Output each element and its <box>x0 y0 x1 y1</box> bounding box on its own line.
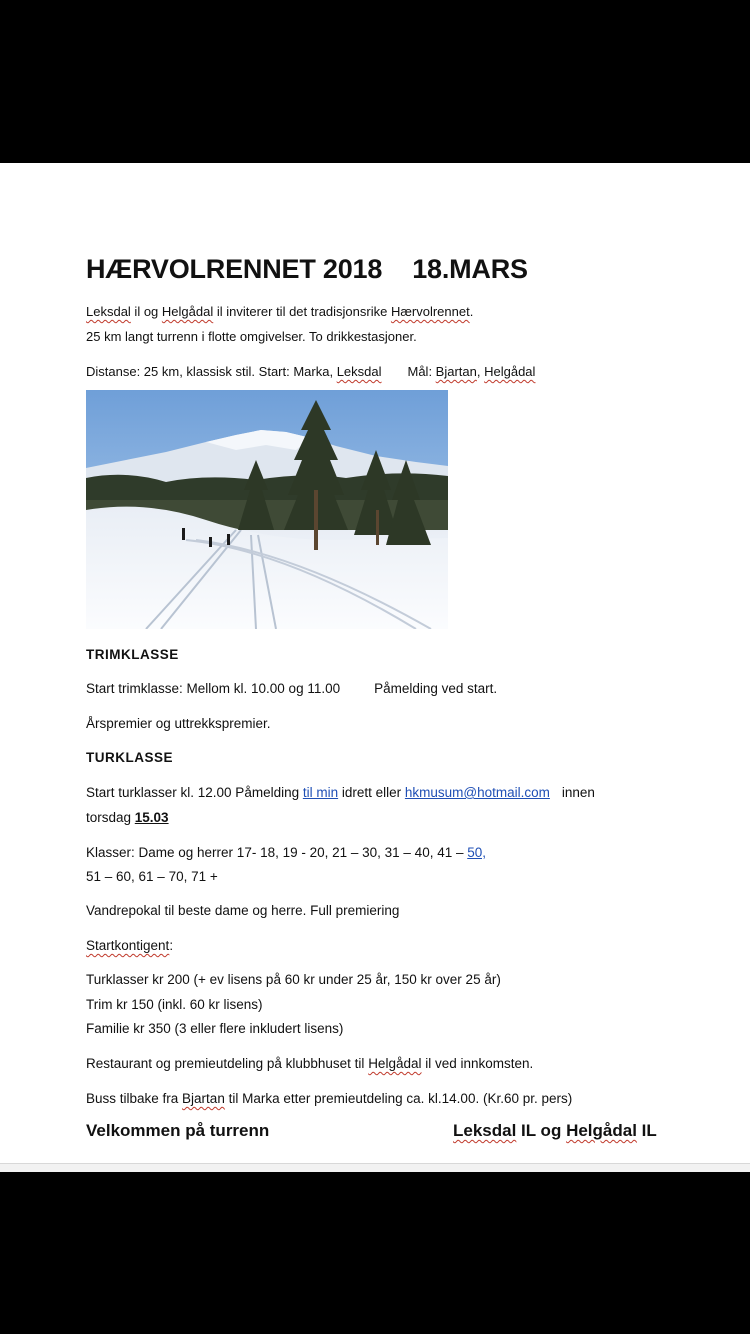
restaurant-line: Restaurant og premieutdeling på klubbhuset til Helgådal il ved innkomsten. <box>86 1056 534 1071</box>
classes-line-1: Klasser: Dame og herrer 17- 18, 19 - 20, 21 – 30, 31 – 40, 41 – 50, <box>86 845 487 860</box>
classes-link[interactable]: 50, <box>467 845 487 860</box>
fee-family: Familie kr 350 (3 eller flere inkludert lisens) <box>86 1021 344 1036</box>
tur-deadline-line: torsdag 15.03 <box>86 810 169 825</box>
email-link[interactable]: hkmusum@hotmail.com <box>404 785 550 800</box>
distance-line: Distanse: 25 km, klassisk stil. Start: Marka, Leksdal Mål: Bjartan, Helgådal <box>86 364 536 379</box>
tur-start-line: Start turklasser kl. 12.00 Påmelding til min idrett eller hkmusum@hotmail.com innen <box>86 785 595 800</box>
intro-line-1: Leksdal il og Helgådal il inviterer til det tradisjonsrike Hærvolrennet. <box>86 304 474 319</box>
deadline-date: 15.03 <box>134 810 169 825</box>
ski-race-photo <box>86 390 448 629</box>
page-bottom-divider <box>0 1163 750 1172</box>
organizers-signature: Leksdal IL og Helgådal IL <box>453 1121 657 1140</box>
fee-tur: Turklasser kr 200 (+ ev lisens på 60 kr under 25 år, 150 kr over 25 år) <box>86 972 501 987</box>
welcome-text: Velkommen på turrenn <box>86 1121 270 1140</box>
trimklasse-heading: TRIMKLASSE <box>86 647 179 662</box>
trim-registration: Påmelding ved start. <box>374 681 498 696</box>
turklasse-heading: TURKLASSE <box>86 750 174 765</box>
intro-line-2: 25 km langt turrenn i flotte omgivelser. To drikkestasjoner. <box>86 329 417 344</box>
trim-prizes: Årspremier og uttrekkspremier. <box>86 716 271 731</box>
min-idrett-link[interactable]: til min <box>302 785 339 800</box>
bus-line: Buss tilbake fra Bjartan til Marka etter premieutdeling ca. kl.14.00. (Kr.60 pr. pers) <box>86 1091 573 1106</box>
fee-trim: Trim kr 150 (inkl. 60 kr lisens) <box>86 997 263 1012</box>
classes-line-2: 51 – 60, 61 – 70, 71 + <box>86 869 218 884</box>
trophy-line: Vandrepokal til beste dame og herre. Full premiering <box>86 903 400 918</box>
event-date: 18.MARS <box>412 254 528 284</box>
trim-start-line: Start trimklasse: Mellom kl. 10.00 og 11.00 Påmelding ved start. <box>86 681 498 696</box>
fees-heading: Startkontigent: <box>86 938 174 953</box>
page-title: HÆRVOLRENNET 2018 18.MARS <box>86 254 528 284</box>
